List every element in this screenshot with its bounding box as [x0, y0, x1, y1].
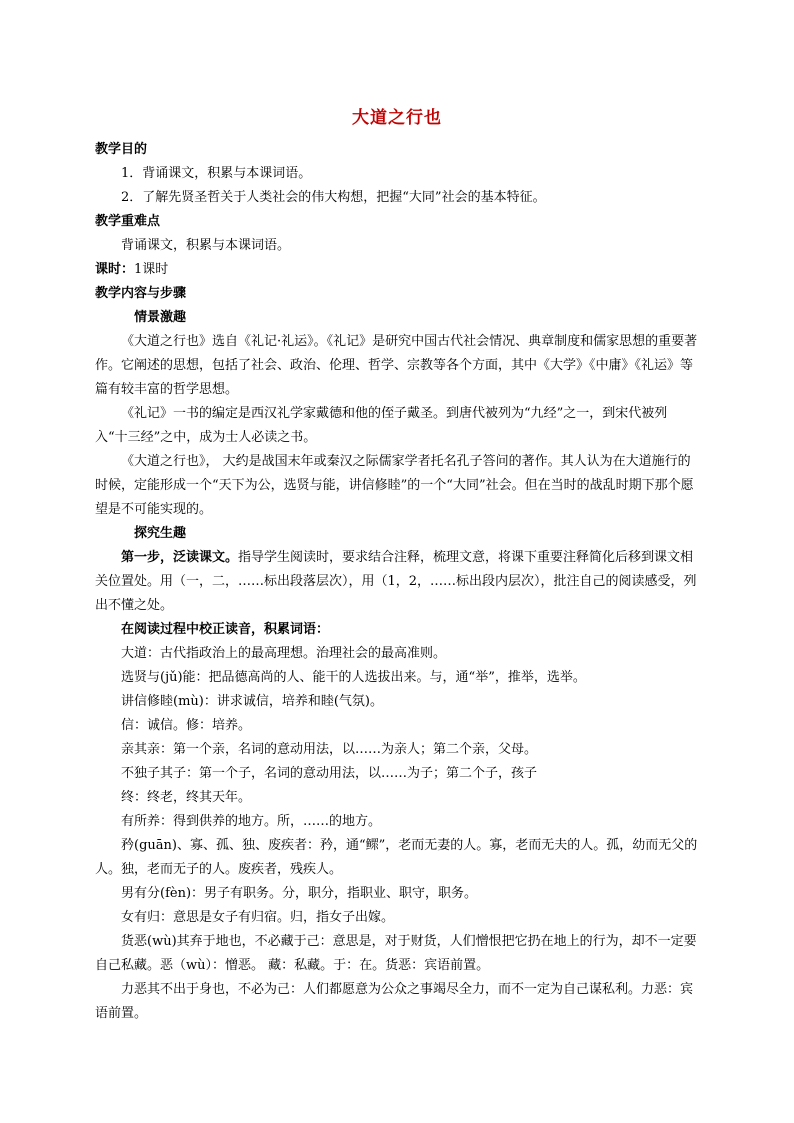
- vocab-item: 信：诚信。修：培养。: [121, 718, 252, 733]
- vocab-item: 有所养：得到供养的地方。所，……的地方。: [121, 814, 382, 829]
- content-steps-heading: 教学内容与步骤: [95, 286, 187, 301]
- duration-label: 课时：: [95, 262, 135, 277]
- document-title: 大道之行也: [352, 108, 442, 128]
- vocab-item: 大道：古代指政治上的最高理想。治理社会的最高准则。: [121, 646, 447, 661]
- paragraph-1: 《大道之行也》选自《礼记·礼运》。《礼记》是研究中国古代社会情况、典章制度和儒家思想的重要著作。它阐述的思想，包括了社会、政治、伦理、哲学、宗教等各个方面，其中《大学》《中庸》《礼运》等篇有较丰富的哲学思想。: [95, 334, 698, 397]
- vocab-item: 女有归：意思是女子有归宿。归，指女子出嫁。: [121, 910, 395, 925]
- key-points-heading: 教学重难点: [95, 214, 161, 229]
- document-body: [95, 138, 699, 1026]
- vocab-item: 选贤与(jǔ)能：把品德高尚的人、能干的人选拔出来。与，通“举”，推举，选举。: [121, 670, 586, 685]
- explore-heading: 探究生趣: [134, 526, 187, 541]
- vocab-item: 男有分(fèn)：男子有职务。分，职分，指职业、职守，职务。: [121, 886, 478, 901]
- objective-item-2: 2．了解先贤圣哲关于人类社会的伟大构想，把握“大同”社会的基本特征。: [121, 190, 546, 205]
- objectives-heading: 教学目的: [95, 142, 148, 157]
- paragraph-3: 《大道之行也》， 大约是战国末年或秦汉之际儒家学者托名孔子答问的著作。其人认为在大道施行的时候，定能形成一个“天下为公，选贤与能，讲信修睦”的一个“大同”社会。但在当时的战乱时期下那个愿望是不可能实现的。: [95, 454, 694, 517]
- key-points-text: 背诵课文，积累与本课词语。: [121, 238, 291, 253]
- step-1-paragraph: [95, 546, 699, 618]
- vocab-item: 货恶(wù)其弃于地也，不必藏于己：意思是，对于财货，人们憎恨把它扔在地上的行为，却不一定要自己私藏。恶（wù）：憎恶。 藏：私藏。于：在。货恶：宾语前置。: [95, 934, 697, 973]
- duration-line: [95, 258, 699, 282]
- vocab-item: 力恶其不出于身也，不必为己：人们都愿意为公众之事竭尽全力，而不一定为自己谋私利。力恶：宾语前置。: [95, 982, 694, 1021]
- vocab-item: 讲信修睦(mù)：讲求诚信，培养和睦(气氛)。: [121, 694, 383, 709]
- duration-value: 1课时: [134, 262, 169, 277]
- vocab-heading: 在阅读过程中校正读音，积累词语：: [121, 622, 330, 637]
- vocab-item: 终：终老，终其天年。: [121, 790, 252, 805]
- step-1-label: 第一步，泛读课文。: [121, 550, 239, 565]
- vocab-item: 不独子其子：第一个子，名词的意动用法，以……为子；第二个子，孩子: [121, 766, 538, 781]
- step-1-text: 指导学生阅读时，要求结合注释，梳理文意，将课下重要注释简化后移到课文相关位置处。用（一，二，……标出段落层次），用（1，2，……标出段内层次），批注自己的阅读感受，列出不懂之处。: [95, 550, 697, 613]
- objective-item-1: 1．背诵课文，积累与本课词语。: [121, 166, 312, 181]
- scene-heading: 情景激趣: [134, 310, 187, 325]
- vocab-item: 亲其亲：第一个亲，名词的意动用法，以……为亲人；第二个亲，父母。: [121, 742, 538, 757]
- vocab-item: 矜(guān)、寡、孤、独、废疾者：矜，通“鳏”，老而无妻的人。寡，老而无夫的人。孤，幼而无父的人。独，老而无子的人。废疾者，残疾人。: [95, 838, 698, 877]
- paragraph-2: 《礼记》一书的编定是西汉礼学家戴德和他的侄子戴圣。到唐代被列为“九经”之一，到宋代被列入“十三经”之中，成为士人必读之书。: [95, 406, 668, 445]
